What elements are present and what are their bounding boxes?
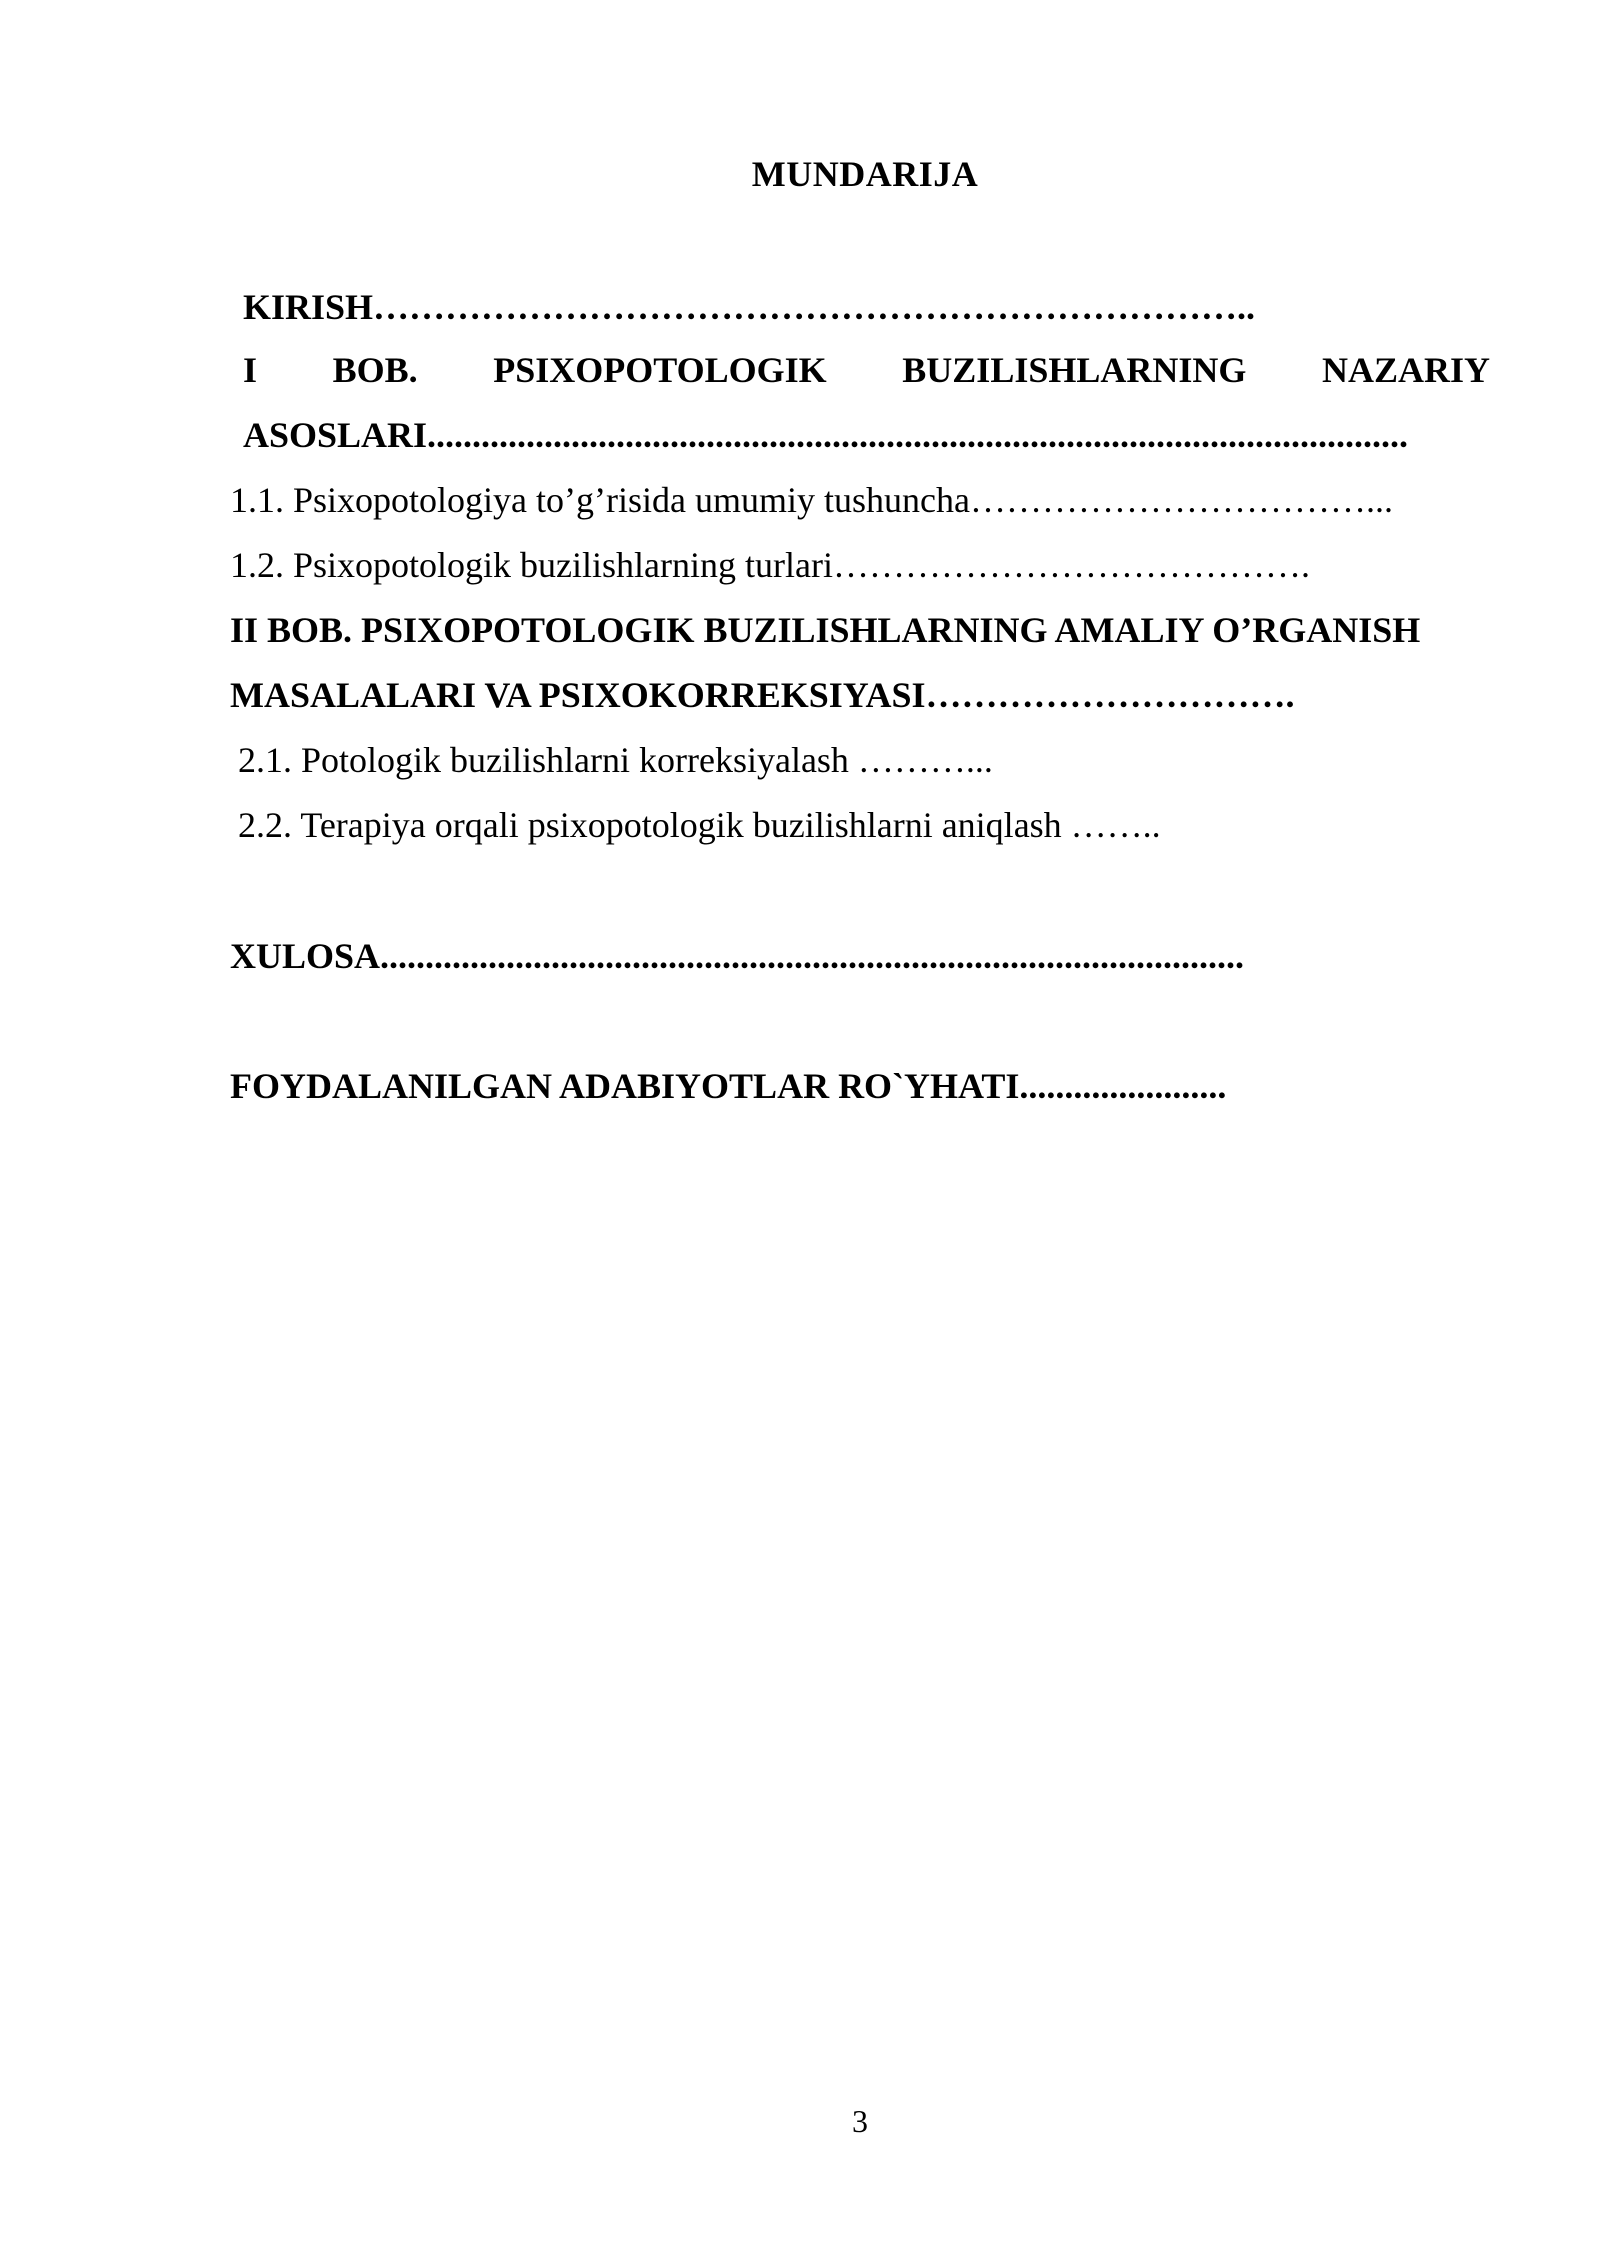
toc-entry-section-1-1: 1.1. Psixopotologiya to’g’risida umumiy tushuncha……………………………... [230, 480, 1393, 520]
page-number: 3 [852, 2103, 868, 2139]
toc-chapter-1-word: PSIXOPOTOLOGIK [493, 350, 827, 390]
toc-chapter-1-word: NAZARIY [1321, 350, 1490, 390]
toc-entry-chapter-1 [243, 348, 1490, 392]
page-title: MUNDARIJA [751, 154, 979, 194]
toc-entry-adabiyotlar: FOYDALANILGAN ADABIYOTLAR RO`YHATI....................... [230, 1066, 1227, 1106]
toc-entry-chapter-2: II BOB. PSIXOPOTOLOGIK BUZILISHLARNING AMALIY O’RGANISH [230, 610, 1421, 650]
toc-entry-xulosa: XULOSA................................................................................................ [230, 936, 1245, 976]
toc-chapter-1-word: I [243, 350, 258, 390]
toc-entry-section-2-1: 2.1. Potologik buzilishlarni korreksiyalash ………... [238, 740, 993, 780]
toc-entry-section-1-2: 1.2. Psixopotologik buzilishlarning turlari…………………………………. [230, 545, 1310, 585]
toc-entry-chapter-2-continued: MASALALARI VA PSIXOKORREKSIYASI…………………………. [230, 675, 1295, 715]
toc-chapter-1-word: BOB. [332, 350, 418, 390]
toc-entry-kirish: KIRISH……………………………………………………………….. [243, 287, 1256, 327]
toc-chapter-1-word: BUZILISHLARNING [902, 350, 1247, 390]
toc-entry-section-2-2: 2.2. Terapiya orqali psixopotologik buzilishlarni aniqlash …….. [238, 805, 1161, 845]
toc-entry-chapter-1-continued: ASOSLARI............................................................................................................. [243, 415, 1409, 455]
